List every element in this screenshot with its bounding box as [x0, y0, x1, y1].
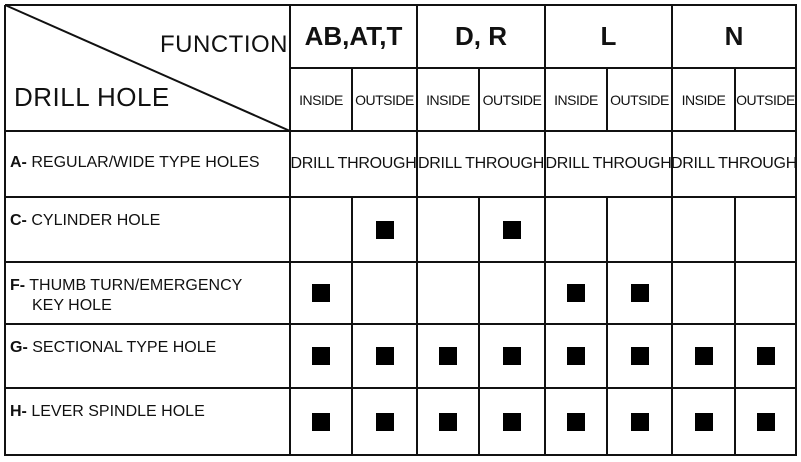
function-header-2: D, R: [455, 21, 507, 51]
outside-header: OUTSIDE: [482, 91, 542, 108]
filled-square-mark: [567, 413, 585, 431]
filled-square-mark: [439, 413, 457, 431]
function-header-4: N: [724, 21, 744, 51]
row-label: [10, 211, 286, 231]
row-label-text: LEVER SPINDLE HOLE: [26, 403, 205, 420]
row-label: [10, 402, 286, 422]
filled-square-mark: [376, 221, 394, 239]
function-header-3: L: [600, 21, 617, 51]
filled-square-mark: [631, 413, 649, 431]
row-code: C-: [10, 212, 27, 229]
inside-header: INSIDE: [299, 91, 343, 108]
drill-through-cell: DRILL THROUGH: [290, 155, 417, 172]
inside-header: INSIDE: [554, 91, 598, 108]
corner-drill-hole-label: DRILL HOLE: [14, 81, 170, 112]
filled-square-mark: [503, 347, 521, 365]
drill-through-cell: DRILL THROUGH: [671, 155, 797, 172]
filled-square-mark: [695, 347, 713, 365]
filled-square-mark: [757, 413, 775, 431]
row-label-text: CYLINDER HOLE: [26, 212, 161, 229]
row-label-text: THUMB TURN/EMERGENCY: [25, 277, 243, 294]
inside-header: INSIDE: [681, 91, 726, 108]
filled-square-mark: [503, 221, 521, 239]
filled-square-mark: [312, 284, 330, 302]
drill-through-cell: DRILL THROUGH: [418, 155, 544, 172]
row-code: F-: [10, 277, 26, 294]
row-label-line2: KEY HOLE: [32, 297, 112, 314]
row-label-text: SECTIONAL TYPE HOLE: [27, 339, 217, 356]
filled-square-mark: [376, 413, 394, 431]
corner-function-label: FUNCTION: [160, 31, 288, 58]
row-label: [10, 153, 286, 173]
drill-through-cell: DRILL THROUGH: [545, 155, 672, 172]
function-header-1: AB,AT,T: [304, 21, 403, 51]
outside-header: OUTSIDE: [355, 91, 414, 108]
inside-header: INSIDE: [426, 91, 470, 108]
filled-square-mark: [312, 347, 330, 365]
filled-square-mark: [376, 347, 394, 365]
outside-header: OUTSIDE: [736, 91, 795, 108]
filled-square-mark: [695, 413, 713, 431]
filled-square-mark: [567, 284, 585, 302]
row-label: [10, 276, 286, 316]
filled-square-mark: [312, 413, 330, 431]
row-label: [10, 338, 286, 358]
row-code: G-: [10, 339, 28, 356]
row-label-text: REGULAR/WIDE TYPE HOLES: [26, 154, 260, 171]
outside-header: OUTSIDE: [610, 91, 669, 108]
filled-square-mark: [757, 347, 775, 365]
filled-square-mark: [503, 413, 521, 431]
filled-square-mark: [567, 347, 585, 365]
filled-square-mark: [631, 347, 649, 365]
filled-square-mark: [631, 284, 649, 302]
row-code: A-: [10, 154, 27, 171]
filled-square-mark: [439, 347, 457, 365]
row-code: H-: [10, 403, 27, 420]
